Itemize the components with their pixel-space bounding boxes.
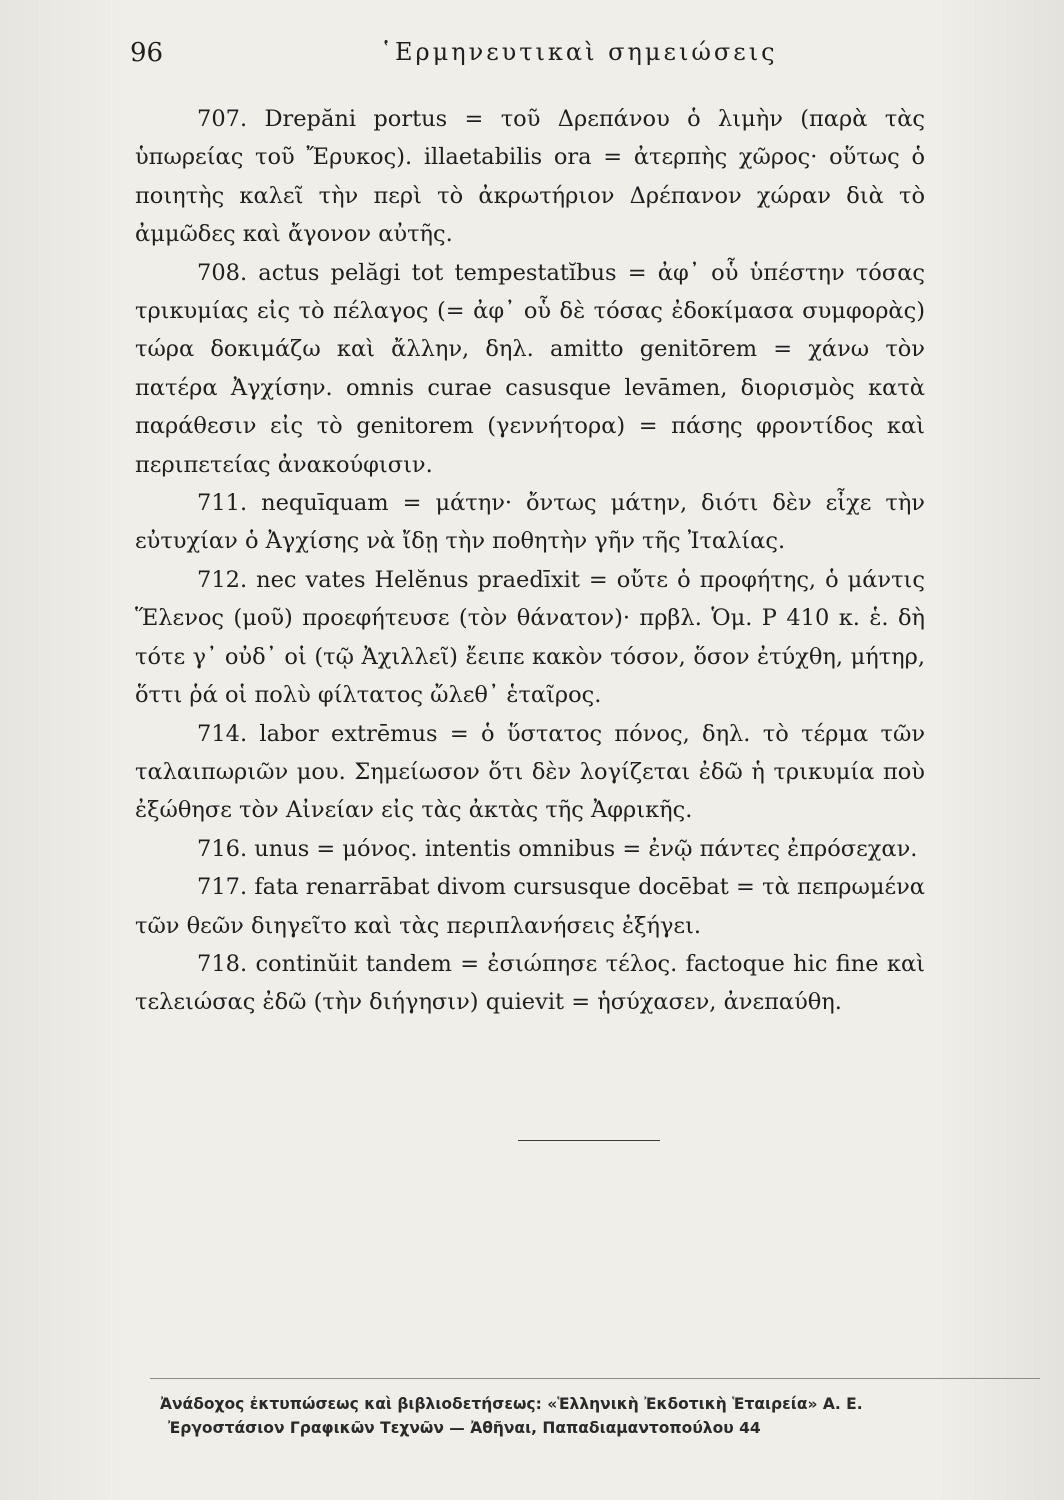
note-708: 708. actus pelăgi tot tempestatĭbus = ἀφ᾽ οὗ ὑπέστην τόσας τρικυμίας εἰς τὸ πέλαγος (= ἀφ᾽ οὗ δὲ τόσας ἐδοκίμασα συμφορὰς) τώρα δοκιμάζω καὶ ἄλλην, δηλ. amitto genitōrem = χάνω τὸν πατέρα Ἀγχίσην. omnis curae casusque levāmen, διορισμὸς κατὰ παράθεσιν εἰς τὸ genitorem (γεννήτορα) = πάσης φροντίδος καὶ περιπετείας ἀνακούφισιν.: [135, 259, 925, 478]
note-718: 718. continŭit tandem = ἐσιώπησε τέλος. factoque hic fine καὶ τελειώσας ἐδῶ (τὴν διήγησιν) quievit = ἡσύχασεν, ἀνεπαύθη.: [135, 950, 925, 1016]
note-707: 707. Drepăni portus = τοῦ Δρεπάνου ὁ λιμὴν (παρὰ τὰς ὑπωρείας τοῦ Ἔρυκος). illaetabilis ora = ἀτερπὴς χῶρος· οὕτως ὁ ποιητὴς καλεῖ τὴν περὶ τὸ ἀκρωτήριον Δρέπανον χώραν διὰ τὸ ἀμμῶδες καὶ ἄγονον αὐτῆς.: [135, 106, 925, 248]
note-711: 711. nequīquam = μάτην· ὄντως μάτην, διότι δὲν εἶχε τὴν εὐτυχίαν ὁ Ἀγχίσης νὰ ἴδῃ τὴν ποθητὴν γῆν τῆς Ἰταλίας.: [135, 490, 925, 555]
note-714: 714. labor extrēmus = ὁ ὕστατος πόνος, δηλ. τὸ τέρμα τῶν ταλαιπωριῶν μου. Σημείωσον ὅτι δὲν λογίζεται ἐδῶ ἡ τρικυμία ποὺ ἐξώθησε τὸν Αἰνείαν εἰς τὰς ἀκτὰς τῆς Ἀφρικῆς.: [135, 720, 925, 824]
section-divider: [518, 1140, 660, 1141]
footer-rule: [150, 1378, 1040, 1379]
note-716: 716. unus = μόνος. intentis omnibus = ἐνῷ πάντες ἐπρόσεχαν.: [197, 835, 918, 862]
commentary-notes: [135, 100, 925, 1022]
page-number: 96: [130, 38, 164, 68]
note-717: 717. fata renarrābat divom cursusque docēbat = τὰ πεπρωμένα τῶν θεῶν διηγεῖτο καὶ τὰς περιπλανήσεις ἐξήγει.: [135, 874, 925, 939]
colophon-line-address: Ἐργοστάσιον Γραφικῶν Τεχνῶν — Ἀθῆναι, Παπαδιαμαντοπούλου 44: [168, 1419, 761, 1437]
printer-colophon: [160, 1392, 1040, 1440]
running-title: ῾Ερμηνευτικαὶ σημειώσεις: [380, 38, 778, 66]
page-header: [130, 38, 810, 78]
note-712: 712. nec vates Helĕnus praedīxit = οὔτε ὁ προφήτης, ὁ μάντις Ἕλενος (μοῦ) προεφήτευσε (τὸν θάνατον)· πρβλ. Ὁμ. Ρ 410 κ. ἑ. δὴ τότε γ᾽ οὐδ᾽ οἱ (τῷ Ἀχιλλεῖ) ἔειπε κακὸν τόσον, ὅσον ἐτύχθη, μήτηρ, ὅττι ῥά οἱ πολὺ φίλτατος ὤλεθ᾽ ἑταῖρος.: [135, 566, 925, 709]
colophon-line-printer: Ἀνάδοχος ἐκτυπώσεως καὶ βιβλιοδετήσεως: «Ἑλληνικὴ Ἐκδοτικὴ Ἑταιρεία» Α. Ε.: [160, 1395, 863, 1413]
